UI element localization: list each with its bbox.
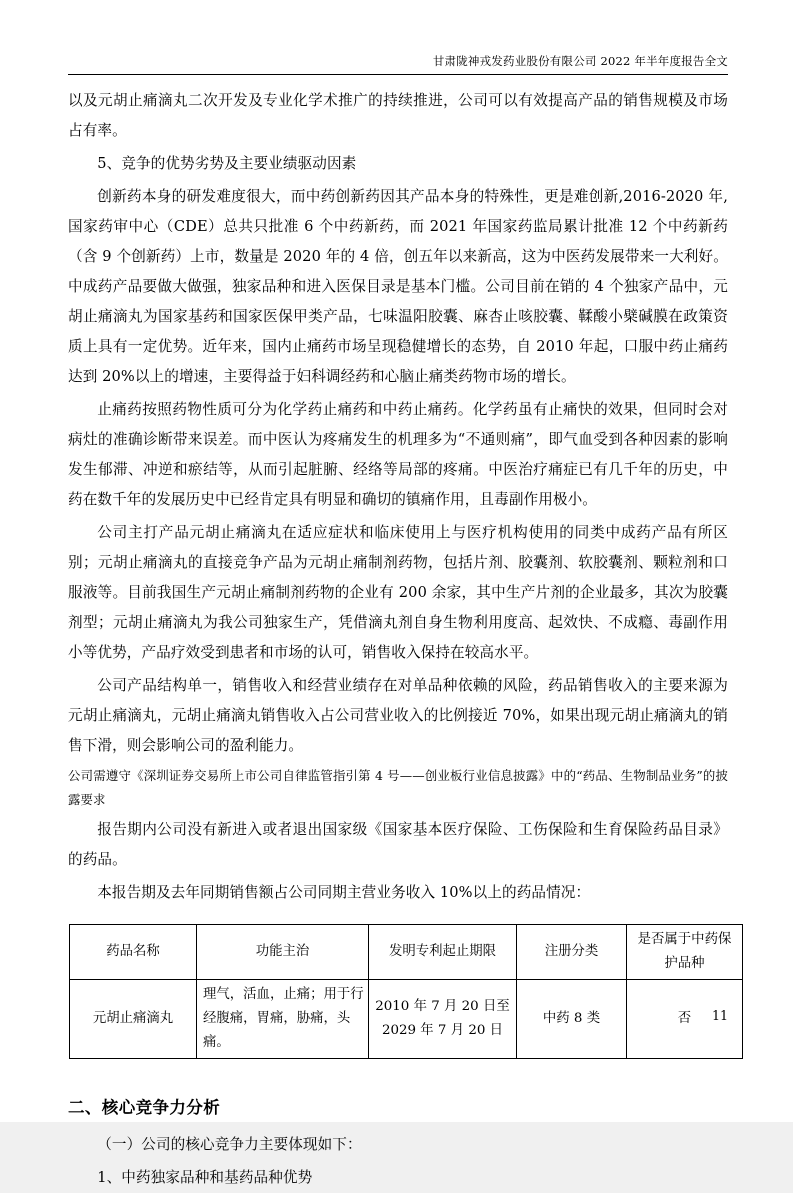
paragraph-4: 止痛药按照药物性质可分为化学药止痛药和中药止痛药。化学药虽有止痛快的效果，但同时会对病灶的准确诊断带来误差。而中医认为疼痛发生的机理多为“不通则痛”，即气血受到各种因素的影响发生郁滞、冲逆和瘀结等，从而引起脏腑、经络等局部的疼痛。中医治疗痛症已有几千年的历史，中药在数千年的发展历史中已经肯定具有明显和确切的镇痛作用，且毒副作用极小。 [68,401,728,508]
paragraph-8: 报告期内公司没有新进入或者退出国家级《国家基本医疗保险、工伤保险和生育保险药品目录》的药品。 [68,821,728,868]
table-header-row [70,925,743,980]
section-paragraph-1: （一）公司的核心竞争力主要体现如下： [97,1136,362,1153]
section-paragraph-2: 1、中药独家品种和基药品种优势 [97,1169,313,1186]
document-body [68,86,732,1193]
table-header-patent-period: 发明专利起止期限 [369,925,517,980]
cell-protected: 否 [627,980,743,1059]
paragraph-6: 公司产品结构单一，销售收入和经营业绩存在对单品种依赖的风险，药品销售收入的主要来源为元胡止痛滴丸，元胡止痛滴丸销售收入占公司营业收入的比例接近 70%，如果出现元胡止痛滴丸的销售下滑，则会影响公司的盈利能力。 [68,677,728,754]
paragraph-7-disclosure-note: 公司需遵守《深圳证券交易所上市公司自律监管指引第 4 号——创业板行业信息披露》中的“药品、生物制品业务”的披露要求 [68,768,728,807]
page-content [68,0,732,1186]
cell-patent-period: 2010 年 7 月 20 日至2029 年 7 月 20 日 [369,980,517,1059]
page-header: 甘肃陇神戎发药业股份有限公司 2022 年半年度报告全文 [432,54,728,68]
table-header-drug-name: 药品名称 [70,925,197,980]
paragraph-2-subheading: 5、竞争的优势劣势及主要业绩驱动因素 [97,155,357,172]
cell-registration: 中药 8 类 [517,980,627,1059]
table-header-indication: 功能主治 [197,925,369,980]
section-heading-core-competitiveness: 二、核心竞争力分析 [68,1098,221,1117]
drug-table [69,924,743,1059]
cell-indication: 理气，活血，止痛；用于行经腹痛，胃痛，胁痛，头痛。 [197,980,369,1059]
table-header-protected: 是否属于中药保护品种 [627,925,743,980]
paragraph-5: 公司主打产品元胡止痛滴丸在适应症状和临床使用上与医疗机构使用的同类中成药产品有所区别；元胡止痛滴丸的直接竞争产品为元胡止痛制剂药物，包括片剂、胶囊剂、软胶囊剂、颗粒剂和口服液等。目前我国生产元胡止痛制剂药物的企业有 200 余家，其中生产片剂的企业最多，其次为胶囊剂型；元胡止痛滴丸为我公司独家生产，凭借滴丸剂自身生物利用度高、起效快、不成瘾、毒副作用小等优势，产品疗效受到患者和市场的认可，销售收入保持在较高水平。 [68,524,728,661]
paragraph-9-table-intro: 本报告期及去年同期销售额占公司同期主营业务收入 10%以上的药品情况： [97,884,591,901]
page-number: 11 [711,1008,728,1023]
cell-drug-name: 元胡止痛滴丸 [70,980,197,1059]
table-header-registration: 注册分类 [517,925,627,980]
paragraph-3: 创新药本身的研发难度很大，而中药创新药因其产品本身的特殊性，更是难创新,2016-2020 年,国家药审中心（CDE）总共只批准 6 个中药新药，而 2021 年国家药监局累计批准 12 个中药新药（含 9 个创新药）上市，数量是 2020 年的 4 倍，创五年以来新高，这为中医药发展带来一大利好。中成药产品要做大做强，独家品种和进入医保目录是基本门槛。公司目前在销的 4 个独家产品中，元胡止痛滴丸为国家基药和国家医保甲类产品，七味温阳胶囊、麻杏止咳胶囊、鞣酸小檗碱膜在政策资质上具有一定优势。近年来，国内止痛药市场呈现稳健增长的态势，自 2010 年起，口服中药止痛药达到 20%以上的增速，主要得益于妇科调经药和心脑止痛类药物市场的增长。 [68,188,728,385]
header-divider [68,74,728,75]
paragraph-1: 以及元胡止痛滴丸二次开发及专业化学术推广的持续推进，公司可以有效提高产品的销售规模及市场占有率。 [68,92,728,139]
